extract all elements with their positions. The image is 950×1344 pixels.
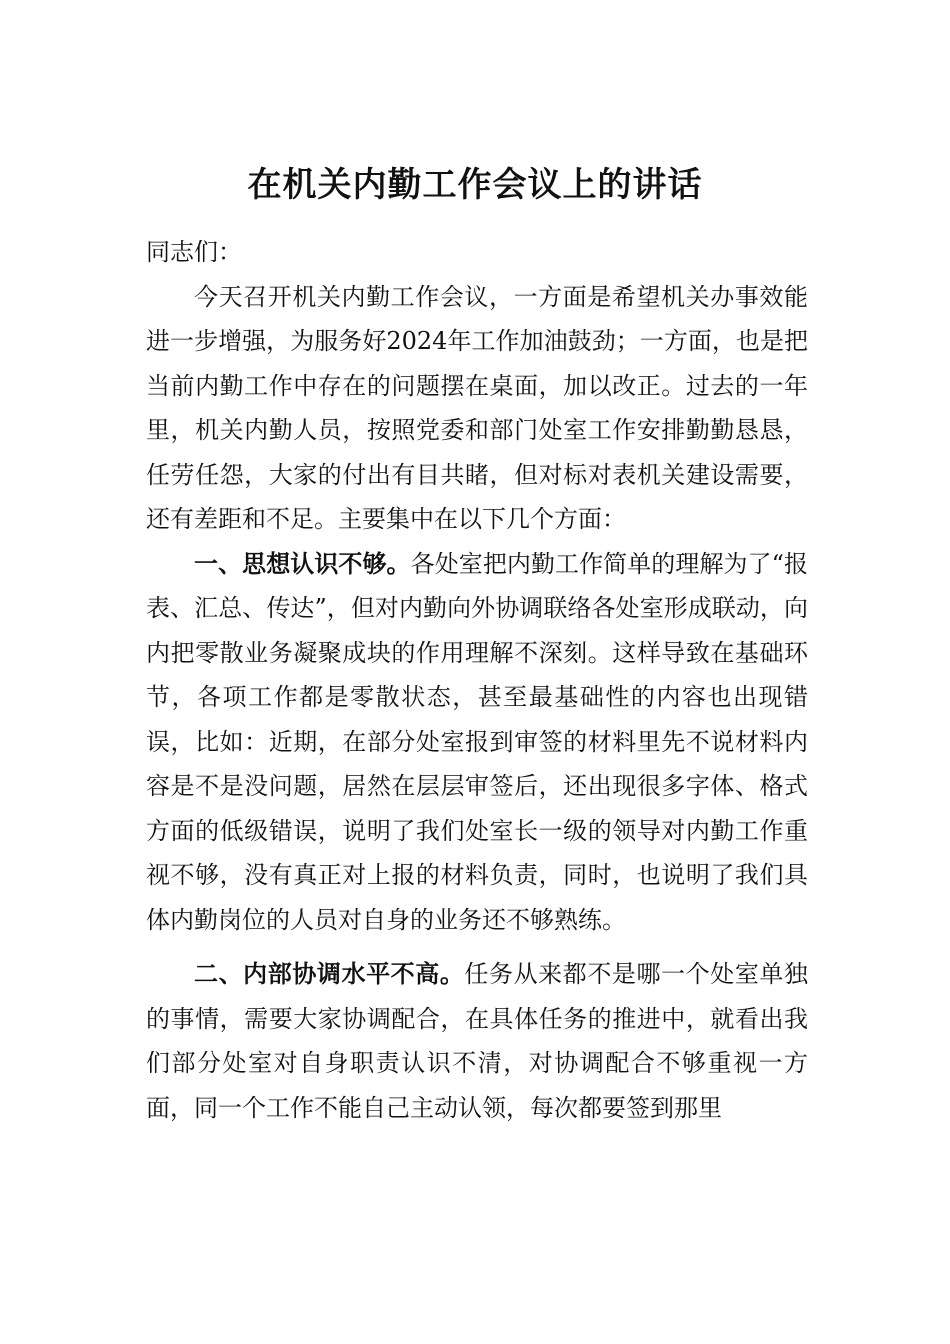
section-text: 任务从来都不是哪一个处室单独的事情，需要大家协调配合，在具体任务的推进中，就看出我们部分处室对自身职责认识不清，对协调配合不够重视一方面，同一个工作不能自己主动认领，每次都要签到那里 [146,960,809,1122]
salutation: 同志们： [146,238,242,266]
section-paragraph [146,542,808,943]
intro-paragraph: 今天召开机关内勤工作会议，一方面是希望机关办事效能进一步增强，为服务好2024年工作加油鼓劲；一方面，也是把当前内勤工作中存在的问题摆在桌面，加以改正。过去的一年里，机关内勤人员，按照党委和部门处室工作安排勤勤恳恳，任劳任怨，大家的付出有目共睹，但对标对表机关建设需要，还有差距和不足。主要集中在以下几个方面： [146,282,808,533]
page-title: 在机关内勤工作会议上的讲话 [247,165,703,205]
section-text: 各处室把内勤工作简单的理解为了“报表、汇总、传达”，但对内勤向外协调联络各处室形成联动，向内把零散业务凝聚成块的作用理解不深刻。这样导致在基础环节，各项工作都是零散状态，甚至最基础性的内容也出现错误，比如：近期，在部分处室报到审签的材料里先不说材料内容是不是没问题，居然在层层审签后，还出现很多字体、格式方面的低级错误，说明了我们处室长一级的领导对内勤工作重视不够，没有真正对上报的材料负责，同时，也说明了我们具体内勤岗位的人员对自身的业务还不够熟练。 [146,549,808,934]
document-body [146,230,808,1130]
section-heading: 二、内部协调水平不高。 [194,960,465,988]
section-heading: 一、思想认识不够。 [194,549,411,578]
section-paragraph [146,952,808,1130]
